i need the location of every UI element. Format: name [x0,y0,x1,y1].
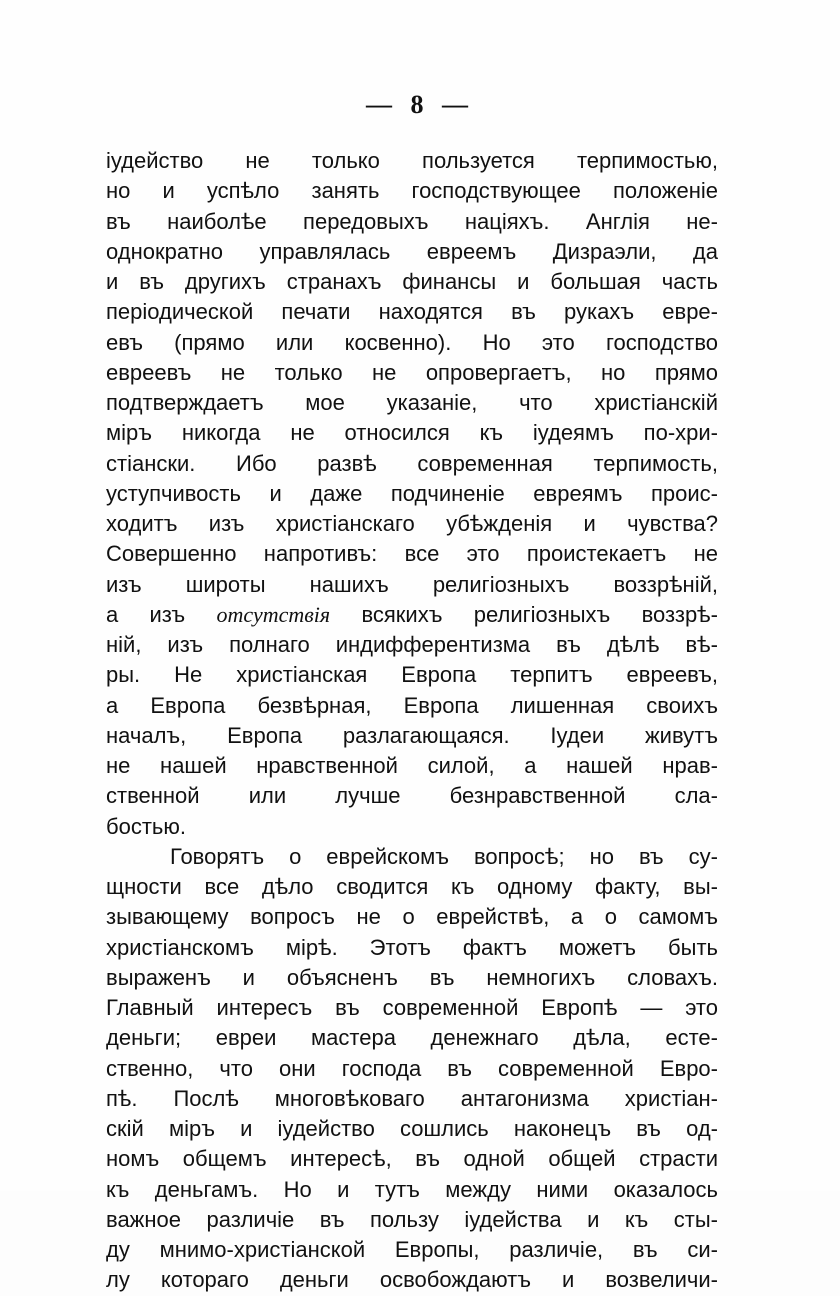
text-line: ду мнимо-христіанской Европы, различіе, въ си- [106,1237,718,1262]
body-text [106,146,718,1296]
text-line: ній, изъ полнаго индифферентизма въ дѣлѣ вѣ- [106,632,718,657]
text-line: а Европа безвѣрная, Европа лишенная своихъ [106,692,718,718]
text-line: щности все дѣло сводится къ одному факту, вы- [106,874,718,899]
text-line: однократно управлялась евреемъ Дизраэли, да [106,238,718,264]
text-line: бостью. [106,813,186,839]
text-line: къ деньгамъ. Но и тутъ между ними оказалось [106,1176,718,1202]
text-line: началъ, Европа разлагающаяся. Іудеи живутъ [106,722,718,748]
text-line: міръ никогда не относился къ іудеямъ по-хри- [106,420,718,446]
page-number: — 8 — [366,90,474,119]
text-line: періодической печати находятся въ рукахъ евре- [106,299,718,325]
text-line: подтверждаетъ мое указаніе, что христіанскій [106,390,718,415]
text-line: христіанскомъ мірѣ. Этотъ фактъ можетъ быть [106,934,718,960]
text-line: и въ другихъ странахъ финансы и большая часть [106,269,718,294]
text-line: лу котораго деньги освобождаютъ и возвеличи- [106,1267,718,1293]
text-line: іудейство не только пользуется терпимостью, [106,148,718,173]
text-line: Главный интересъ въ современной Европѣ — это [106,995,718,1020]
paragraph-first-line: Говорятъ о еврейскомъ вопросѣ; но въ су- [170,843,718,869]
text-line: важное различіе въ пользу іудейства и къ сты- [106,1206,718,1232]
text-line: ры. Не христіанская Европа терпитъ евреевъ, [106,662,718,688]
text-line: деньги; евреи мастера денежнаго дѣла, есте- [106,1025,718,1051]
italic-word: отсутствія [216,601,331,627]
text-line: скій міръ и іудейство сошлись наконецъ въ од- [106,1116,718,1141]
text-line: выраженъ и объясненъ въ немногихъ словахъ. [106,964,718,990]
text-line: пѣ. Послѣ многовѣковаго антагонизма христіан- [106,1085,718,1111]
text-line: изъ широты нашихъ религіозныхъ воззрѣній, [106,571,718,597]
text-line: но и успѣло занять господствующее положеніе [106,178,718,204]
text-line: ственной или лучше безнравственной сла- [106,783,718,809]
text-line: евреевъ не только не опровергаетъ, но прямо [106,359,718,385]
text-line-with-italic [106,600,718,630]
text-line: зывающему вопросъ не о еврействѣ, а о самомъ [106,904,718,930]
text-line: ходитъ изъ христіанскаго убѣжденія и чувства? [106,511,718,536]
text-line: номъ общемъ интересѣ, въ одной общей страсти [106,1146,718,1172]
text-line: Совершенно напротивъ: все это проистекаетъ не [106,541,718,567]
text-line: въ наиболѣе передовыхъ націяхъ. Англія не- [106,208,718,234]
line-part-before: а изъ [106,601,217,627]
text-line: ственно, что они господа въ современной Евро- [106,1055,718,1081]
line-part-after: всякихъ религіозныхъ воззрѣ- [330,601,718,627]
text-line: не нашей нравственной силой, а нашей нрав- [106,753,718,778]
text-line: стіански. Ибо развѣ современная терпимость, [106,450,718,476]
text-line: уступчивость и даже подчиненіе евреямъ проис- [106,480,718,506]
text-line: евъ (прямо или косвенно). Но это господство [106,329,718,355]
